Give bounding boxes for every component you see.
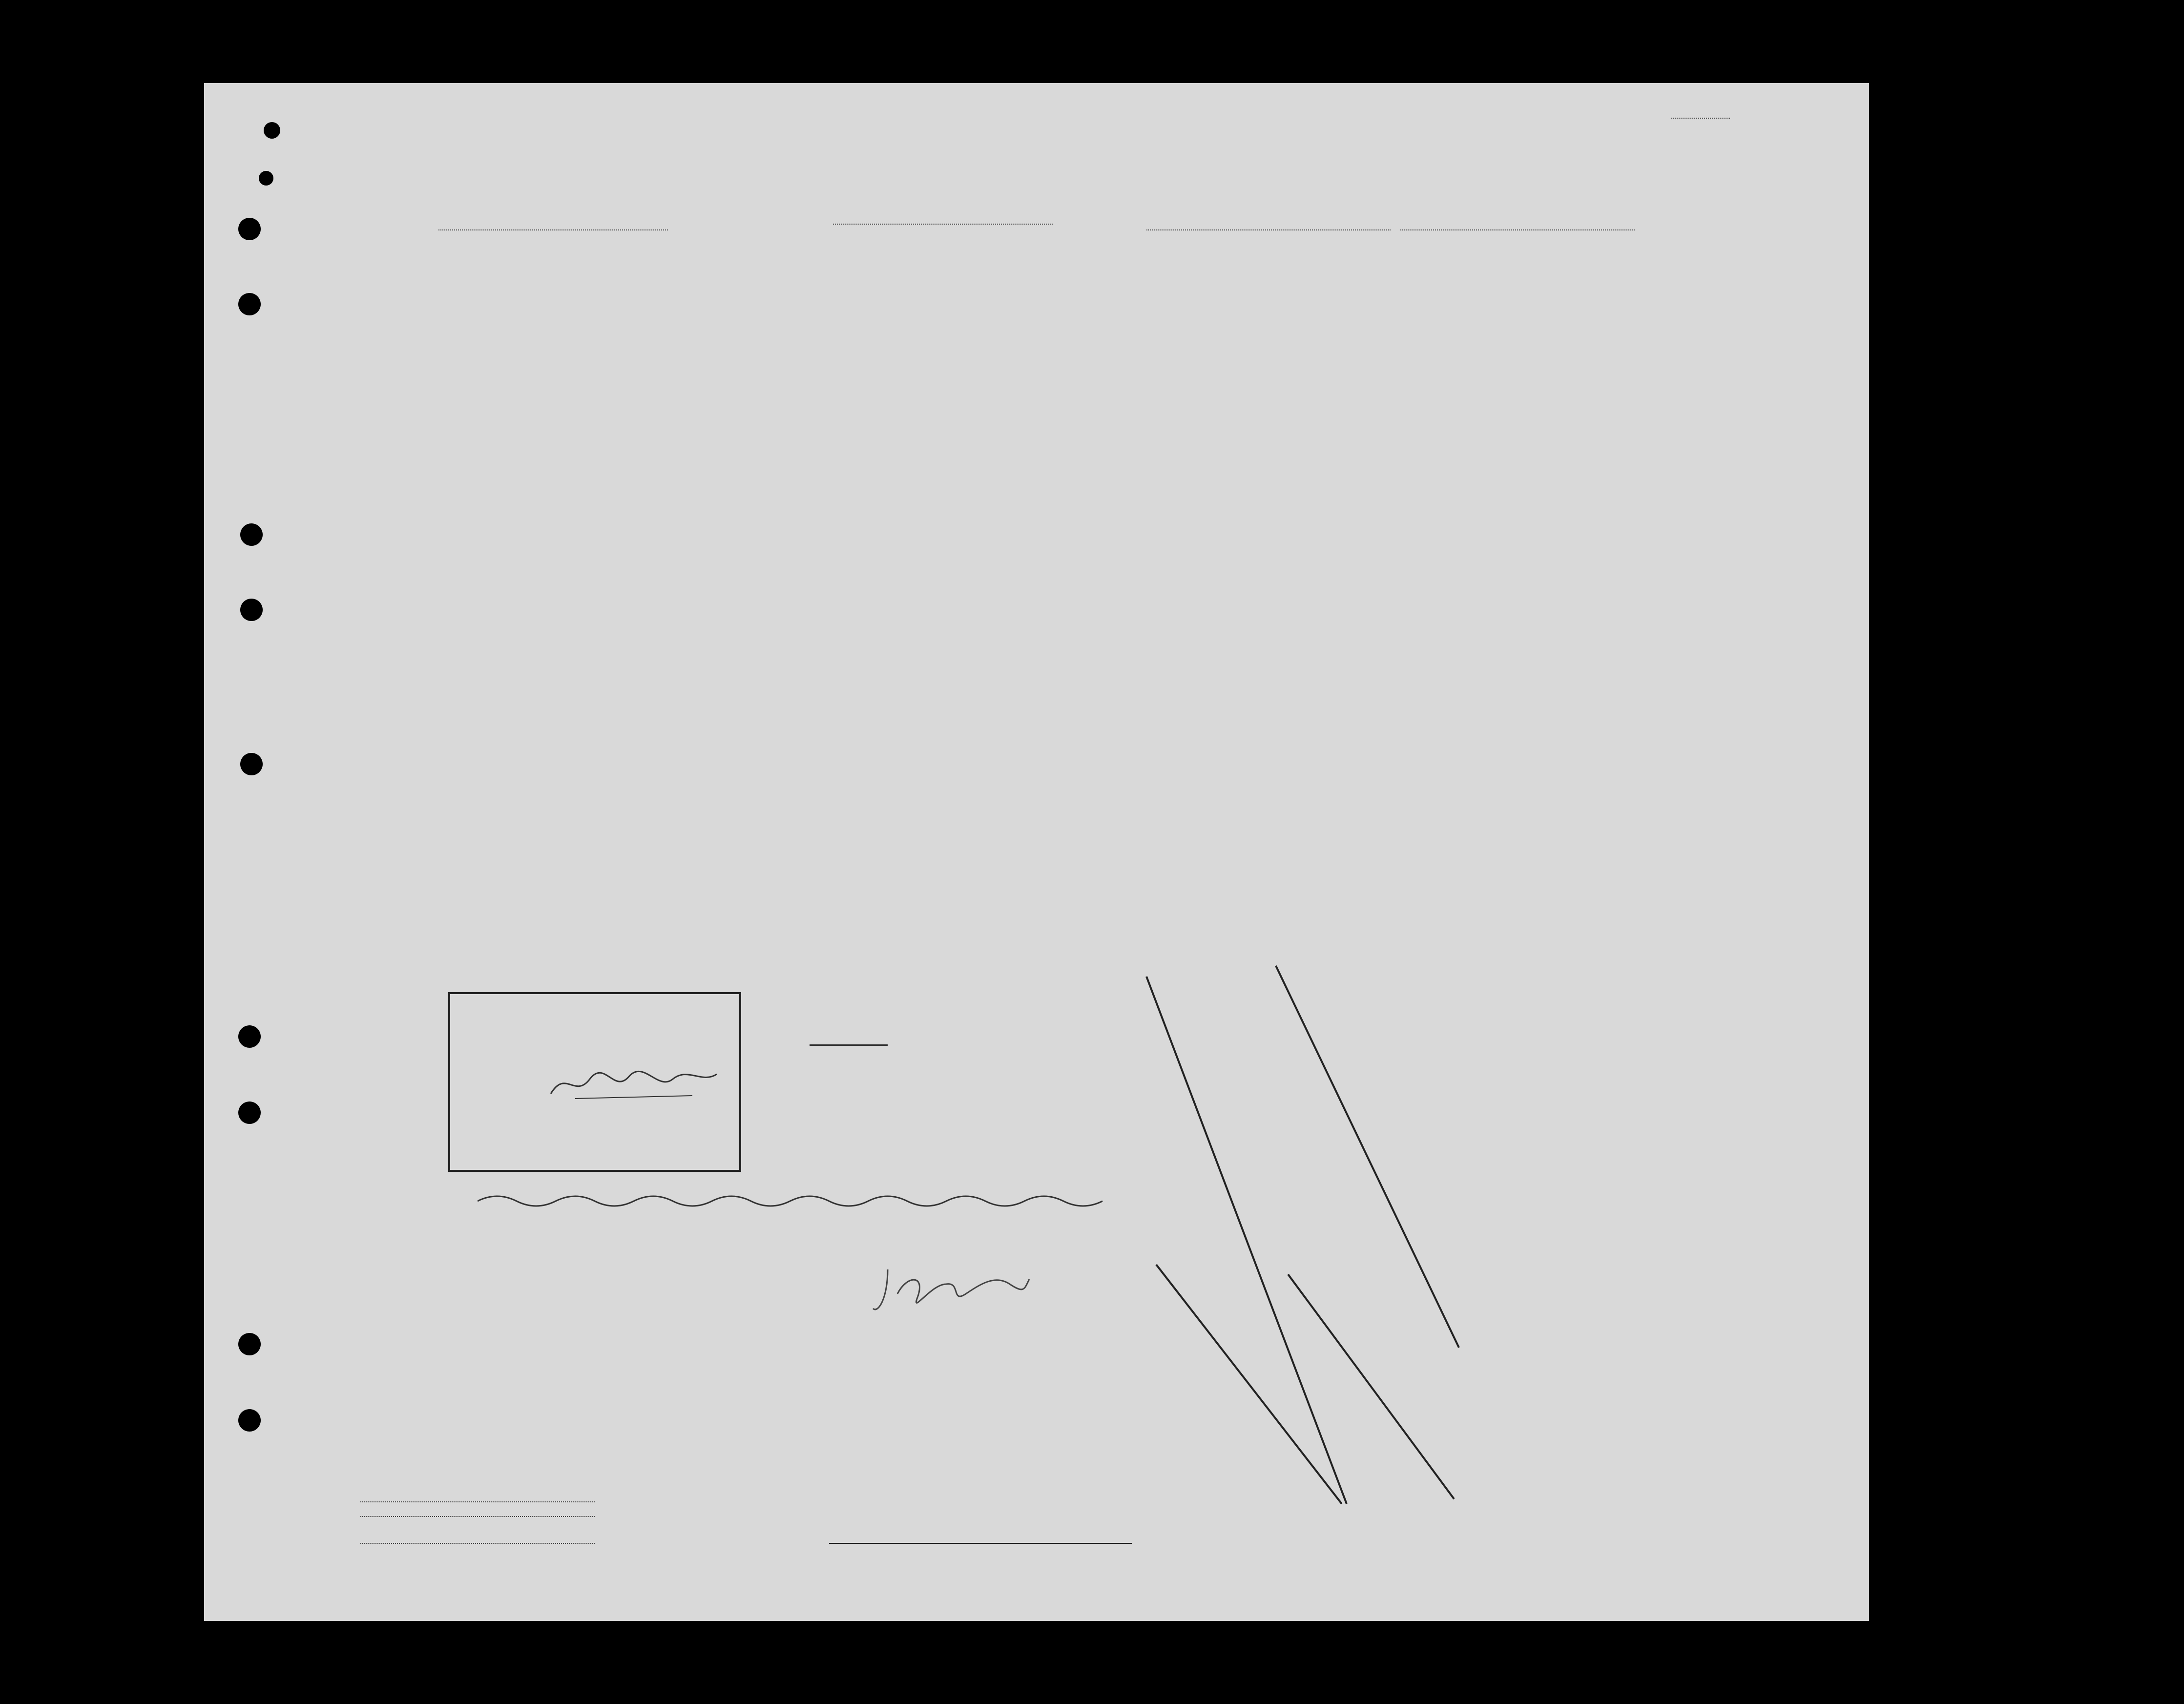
punch-hole <box>238 293 261 315</box>
punch-hole <box>240 753 263 775</box>
punch-hole <box>238 1409 261 1432</box>
manifest-sheet <box>204 83 1869 1621</box>
cancel-lines <box>204 83 1869 1621</box>
footer-line-value <box>360 1501 595 1502</box>
punch-hole <box>238 1101 261 1124</box>
inspector-initials <box>868 1255 1034 1323</box>
punch-hole <box>264 122 280 139</box>
punch-hole <box>238 1333 261 1355</box>
punch-hole <box>259 171 273 186</box>
footer-agents-value <box>360 1543 595 1544</box>
punch-hole <box>238 1025 261 1048</box>
punch-hole <box>240 599 263 621</box>
punch-hole <box>238 218 261 240</box>
punch-hole <box>240 523 263 546</box>
inspector-signature-line <box>829 1543 1132 1544</box>
footer-owners-value <box>360 1516 595 1517</box>
